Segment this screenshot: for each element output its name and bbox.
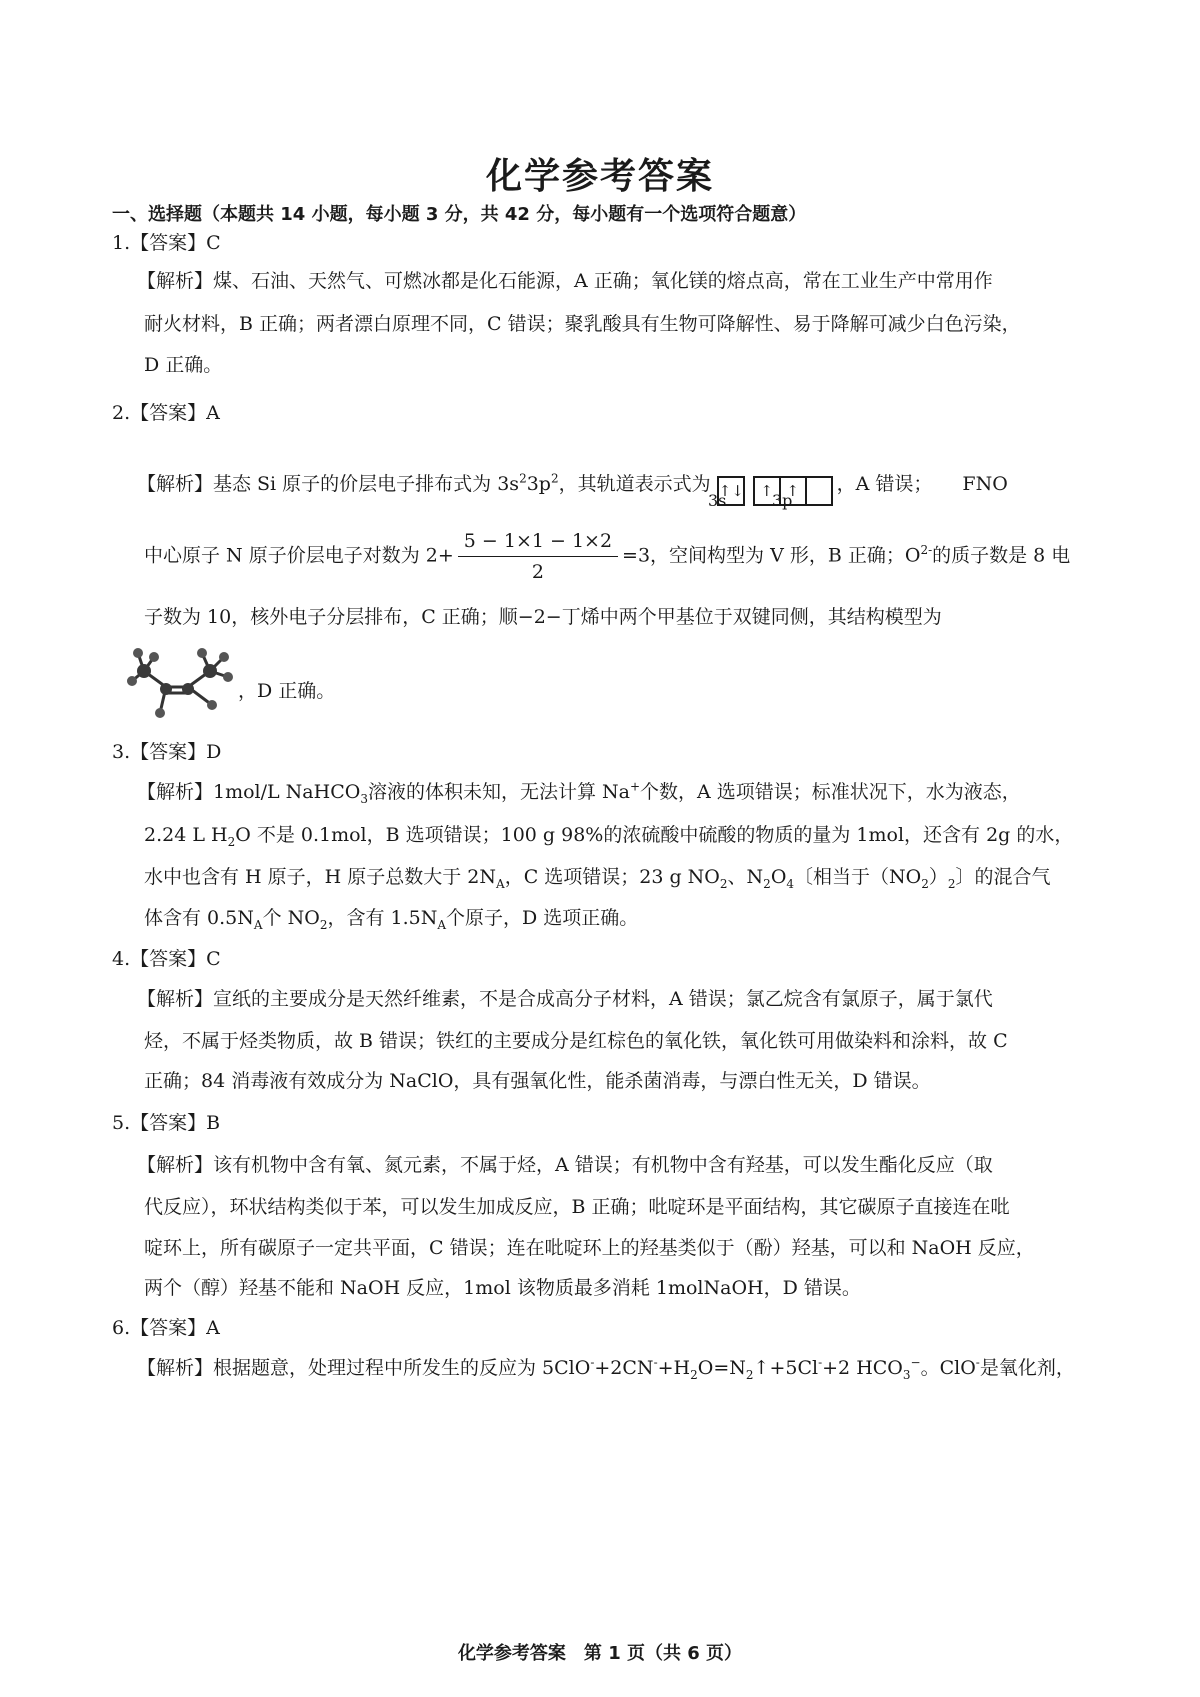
analysis-line	[144, 530, 1070, 583]
page-footer: 化学参考答案 第 1 页（共 6 页）	[457, 1643, 743, 1664]
text-run: O 不是 0.1mol，B 选项错误；100 g 98%的浓硫酸中硫酸的物质的量为 1mol，还含有 2g 的水，	[235, 824, 1074, 846]
section-heading: 一、选择题（本题共 14 小题，每小题 3 分，共 42 分，每小题有一个选项符合题意）	[112, 204, 807, 225]
answer-label-3: 3.【答案】D	[112, 741, 222, 763]
text-run: 水中也含有 H 原子，H 原子总数大于 2N	[144, 866, 497, 888]
answer-label-4: 4.【答案】C	[112, 948, 221, 970]
text-run: FNO	[962, 473, 1008, 495]
fraction-denominator: 2	[531, 561, 544, 583]
text-run: 【解析】1mol/L NaHCO	[137, 781, 361, 803]
analysis-line	[137, 1353, 1075, 1382]
text-run: 【解析】基态 Si 原子的价层电子排布式为 3s	[137, 473, 520, 495]
text-run: 2.24 L H	[144, 824, 228, 846]
analysis-line: 代反应），环状结构类似于苯，可以发生加成反应，B 正确；吡啶环是平面结构，其它碳原子直接连在吡	[144, 1196, 1010, 1218]
analysis-line: 正确；84 消毒液有效成分为 NaClO，具有强氧化性，能杀菌消毒，与漂白性无关，D 错误。	[144, 1070, 931, 1092]
text-run: ，其轨道表示式为	[558, 473, 711, 495]
text-run: =3，空间构型为 V 形，B 正确；O	[622, 544, 921, 567]
analysis-line: 啶环上，所有碳原子一定共平面，C 错误；连在吡啶环上的羟基类似于（酚）羟基，可以和 NaOH 反应，	[144, 1237, 1035, 1259]
cis-2-butene-ball-and-stick-model	[126, 643, 246, 723]
subscript: 2	[921, 876, 929, 891]
subscript: 3	[902, 1367, 911, 1382]
superscript: -	[653, 1355, 658, 1370]
orbital-box: ↑	[753, 476, 781, 506]
text-run: 〕的混合气	[955, 866, 1051, 888]
text-run: 3p	[526, 473, 551, 495]
text-run: O	[770, 866, 787, 888]
text-run: 溶液的体积未知，无法计算 Na	[367, 781, 630, 803]
subscript: 4	[786, 876, 795, 891]
orbital-label-3p: 3p	[772, 491, 793, 510]
text-run: +2CN	[594, 1357, 654, 1379]
text-run: 个原子，D 选项正确。	[446, 907, 639, 929]
analysis-line: 【解析】宣纸的主要成分是天然纤维素，不是合成高分子材料，A 错误；氯乙烷含有氯原子，属于氯代	[137, 988, 993, 1010]
text-run: +H	[657, 1357, 691, 1379]
analysis-line: ，D 正确。	[238, 680, 336, 702]
superscript: −	[910, 1355, 921, 1370]
subscript: A	[253, 917, 263, 932]
subscript: 2	[947, 876, 956, 891]
text-run: ，含有 1.5N	[327, 907, 438, 929]
analysis-line: D 正确。	[144, 354, 223, 376]
fraction	[458, 530, 618, 583]
analysis-line	[144, 820, 1073, 849]
text-run: ）	[928, 866, 948, 888]
superscript: 2	[550, 471, 559, 486]
orbital-box: ↑	[779, 476, 807, 506]
text-run: 、N	[727, 866, 764, 888]
superscript: -	[590, 1355, 595, 1370]
text-run: 【解析】根据题意，处理过程中所发生的反应为 5ClO	[137, 1357, 591, 1379]
analysis-line: 【解析】该有机物中含有氧、氮元素，不属于烃，A 错误；有机物中含有羟基，可以发生酯化反应（取	[137, 1154, 993, 1176]
superscript: 2	[519, 471, 527, 486]
analysis-line: 【解析】煤、石油、天然气、可燃冰都是化石能源，A 正确；氧化镁的熔点高，常在工业生产中常用作	[137, 270, 993, 292]
superscript: -	[818, 1355, 823, 1370]
analysis-line: 子数为 10，核外电子分层排布，C 正确；顺−2−丁烯中两个甲基位于双键同侧，其结构模型为	[144, 606, 942, 628]
text-run: ，C 选项错误；23 g NO	[504, 866, 720, 888]
text-run: 中心原子 N 原子价层电子对数为 2+	[144, 544, 454, 567]
text-run: 个 NO	[262, 907, 320, 929]
subscript: 3	[360, 791, 368, 806]
subscript: 2	[745, 1367, 754, 1382]
subscript: 2	[227, 834, 236, 849]
answer-label-1: 1.【答案】C	[112, 232, 221, 254]
text-run: O=N	[697, 1357, 746, 1379]
answer-label-5: 5.【答案】B	[112, 1112, 221, 1134]
answer-label-6: 6.【答案】A	[112, 1317, 220, 1339]
analysis-line	[137, 777, 1021, 806]
analysis-line: 两个（醇）羟基不能和 NaOH 反应，1mol 该物质最多消耗 1molNaOH，D 错误。	[144, 1277, 861, 1299]
text-run: 的质子数是 8 电	[932, 544, 1071, 567]
analysis-line	[137, 469, 1008, 506]
page-title: 化学参考答案	[485, 156, 714, 197]
superscript: +	[629, 779, 641, 794]
subscript: A	[437, 917, 447, 932]
answer-label-2: 2.【答案】A	[112, 402, 220, 424]
analysis-line: 耐火材料，B 正确；两者漂白原理不同，C 错误；聚乳酸具有生物可降解性、易于降解可减少白色污染，	[144, 313, 1021, 335]
text-run: 〔相当于（NO	[794, 866, 922, 888]
text-run: ↑+5Cl	[753, 1357, 819, 1379]
subscript: 2	[719, 876, 728, 891]
analysis-line	[144, 862, 1051, 891]
subscript: 2	[319, 917, 328, 932]
text-run: +2 HCO	[822, 1357, 903, 1379]
text-run: ，A 错误；	[836, 473, 933, 495]
text-run: 。ClO	[920, 1357, 976, 1379]
superscript: 2-	[920, 543, 933, 558]
text-run: 个数，A 选项错误；标准状况下，水为液态，	[640, 781, 1021, 803]
superscript: -	[975, 1355, 980, 1370]
subscript: 2	[690, 1367, 698, 1382]
text-run: 是氧化剂，	[979, 1357, 1075, 1379]
subscript: 2	[763, 876, 771, 891]
orbital-box: ↑↓	[717, 476, 745, 506]
fraction-numerator: 5 − 1×1 − 1×2	[458, 530, 618, 557]
orbital-label-3s: 3s	[708, 491, 727, 510]
analysis-line: 烃，不属于烃类物质，故 B 错误；铁红的主要成分是红棕色的氧化铁，氧化铁可用做染料和涂料，故 C	[144, 1030, 1008, 1052]
orbital-box	[805, 476, 833, 506]
analysis-line	[144, 903, 638, 932]
subscript: A	[496, 876, 505, 891]
text-run: 体含有 0.5N	[144, 907, 254, 929]
